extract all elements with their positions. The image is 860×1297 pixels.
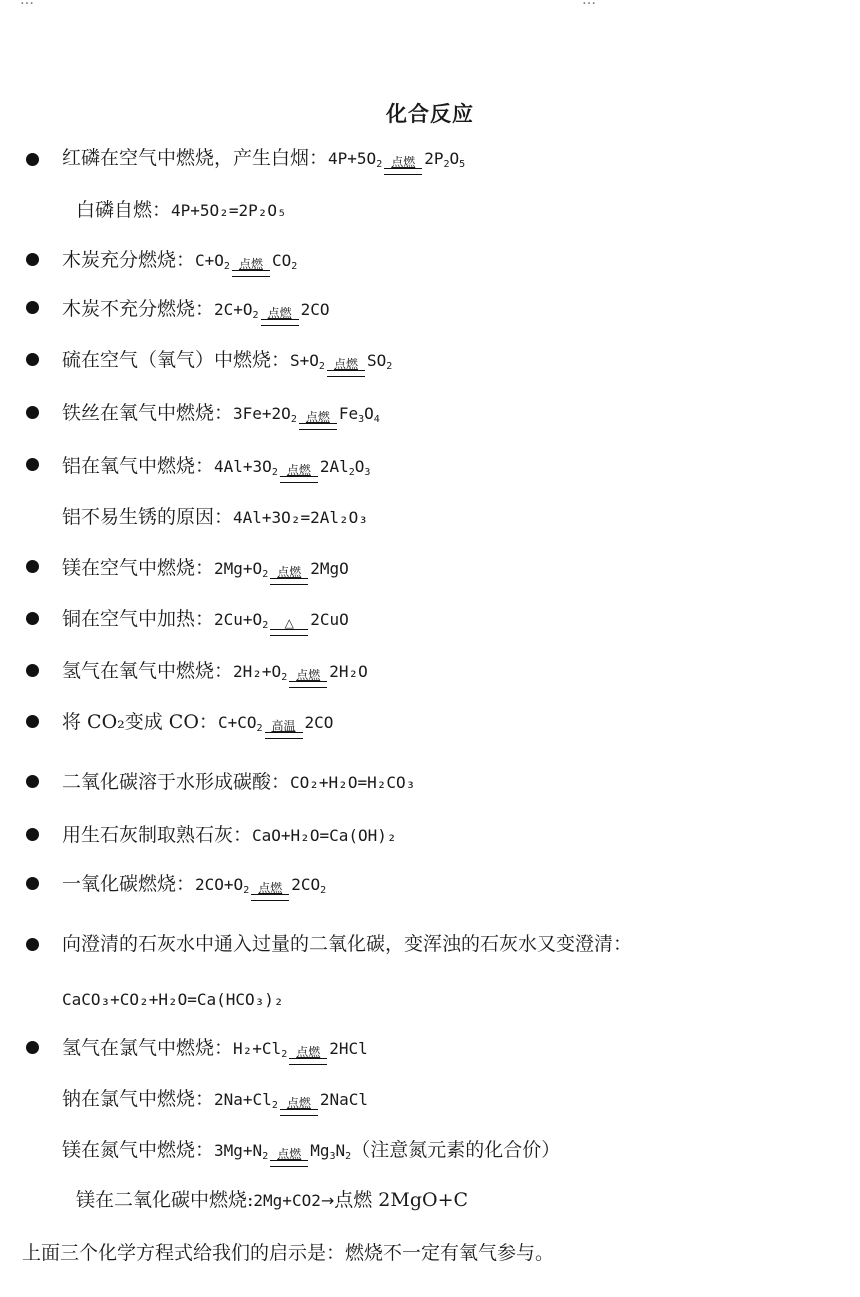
bullet-icon: [26, 458, 39, 471]
reaction-condition: 点燃: [270, 1148, 308, 1167]
bullet-icon: [26, 153, 39, 166]
list-item: CaCO₃+CO₂+H₂O=Ca(HCO₃)₂: [62, 990, 284, 1009]
reaction-condition: 高温: [265, 720, 303, 739]
equals-bars: [232, 270, 270, 277]
list-item: 氢气在氧气中燃烧：$2H_2+O_2$ 点燃 2H₂O: [62, 659, 368, 688]
list-item: 木炭充分燃烧：$C+O_2$ 点燃 $CO_2$: [62, 248, 297, 277]
equals-bars: [261, 319, 299, 326]
bullet-icon: [26, 353, 39, 366]
equals-bars: [251, 894, 289, 901]
equals-bars: [265, 732, 303, 739]
bullet-icon: [26, 877, 39, 890]
list-item: 铜在空气中加热：$2Cu+O_2$ △ 2CuO: [62, 607, 349, 636]
bullet-icon: [26, 828, 39, 841]
footer-note: 上面三个化学方程式给我们的启示是：燃烧不一定有氧气参与。: [22, 1242, 555, 1264]
list-item: 铝在氧气中燃烧：$4Al+3O_2$ 点燃 $2Al_2O_3$: [62, 454, 370, 483]
page-title: 化合反应: [386, 102, 474, 126]
reaction-condition: 点燃: [270, 566, 308, 585]
list-item: 用生石灰制取熟石灰：CaO+H₂O=Ca(OH)₂: [62, 824, 397, 846]
equals-bars: [270, 629, 308, 636]
bullet-icon: [26, 775, 39, 788]
reaction-condition: 点燃: [261, 307, 299, 326]
equals-bars: [280, 1109, 318, 1116]
list-item: 铁丝在氧气中燃烧：$3Fe+2O_2$ 点燃 $Fe_3O_4$: [62, 401, 380, 430]
reaction-condition: 点燃: [251, 882, 289, 901]
equals-bars: [327, 370, 365, 377]
bullet-icon: [26, 253, 39, 266]
list-item: 红磷在空气中燃烧，产生白烟：$4P+5O_2$ 点燃 $2P_2O_5$: [62, 146, 465, 175]
list-item: 一氧化碳燃烧：$2CO+O_2$ 点燃 $2CO_2$: [62, 872, 326, 901]
equals-bars: [299, 423, 337, 430]
equals-bars: [270, 578, 308, 585]
reaction-condition: 点燃: [280, 1097, 318, 1116]
bullet-icon: [26, 1041, 39, 1054]
equals-bars: [280, 476, 318, 483]
reaction-condition: 点燃: [384, 156, 422, 175]
list-item: 白磷自燃：4P+5O₂=2P₂O₅: [76, 199, 287, 221]
list-item: 镁在二氧化碳中燃烧:2Mg+CO2→点燃 2MgO+C: [76, 1189, 469, 1211]
list-item: 钠在氯气中燃烧：$2Na+Cl_2$ 点燃 2NaCl: [62, 1087, 368, 1116]
list-item: 镁在氮气中燃烧：$3Mg+N_2$ 点燃 $Mg_3N_2$（注意氮元素的化合价）: [62, 1138, 560, 1167]
equals-bars: [289, 681, 327, 688]
equals-bars: [384, 168, 422, 175]
bullet-icon: [26, 301, 39, 314]
list-item: 将 CO₂变成 CO：$C+CO_2$ 高温 2CO: [62, 710, 333, 739]
right-arrow-icon: →: [320, 1191, 335, 1210]
list-item: 向澄清的石灰水中通入过量的二氧化碳，变浑浊的石灰水又变澄清：: [62, 933, 633, 955]
list-item: 铝不易生锈的原因：4Al+3O₂=2Al₂O₃: [62, 506, 368, 528]
list-item: 硫在空气（氧气）中燃烧：$S+O_2$ 点燃 $SO_2$: [62, 348, 392, 377]
reaction-condition: 点燃: [299, 411, 337, 430]
bullet-icon: [26, 938, 39, 951]
bullet-icon: [26, 664, 39, 677]
reaction-condition: 点燃: [327, 358, 365, 377]
equals-bars: [270, 1160, 308, 1167]
heating-condition: △: [270, 617, 308, 636]
reaction-condition: 点燃: [289, 669, 327, 688]
list-item: 木炭不充分燃烧：$2C+O_2$ 点燃 2CO: [62, 297, 329, 326]
page-header-right: …: [582, 0, 596, 8]
bullet-icon: [26, 612, 39, 625]
bullet-icon: [26, 560, 39, 573]
page-header-left: …: [20, 0, 34, 8]
bullet-icon: [26, 406, 39, 419]
list-item: 镁在空气中燃烧：$2Mg+O_2$ 点燃 2MgO: [62, 556, 349, 585]
equals-bars: [289, 1058, 327, 1065]
reaction-condition: 点燃: [280, 464, 318, 483]
reaction-condition: 点燃: [232, 258, 270, 277]
list-item: 二氧化碳溶于水形成碳酸：CO₂+H₂O=H₂CO₃: [62, 771, 416, 793]
list-item: 氢气在氯气中燃烧：$H_2+Cl_2$ 点燃 2HCl: [62, 1036, 368, 1065]
reaction-condition: 点燃: [289, 1046, 327, 1065]
bullet-icon: [26, 715, 39, 728]
